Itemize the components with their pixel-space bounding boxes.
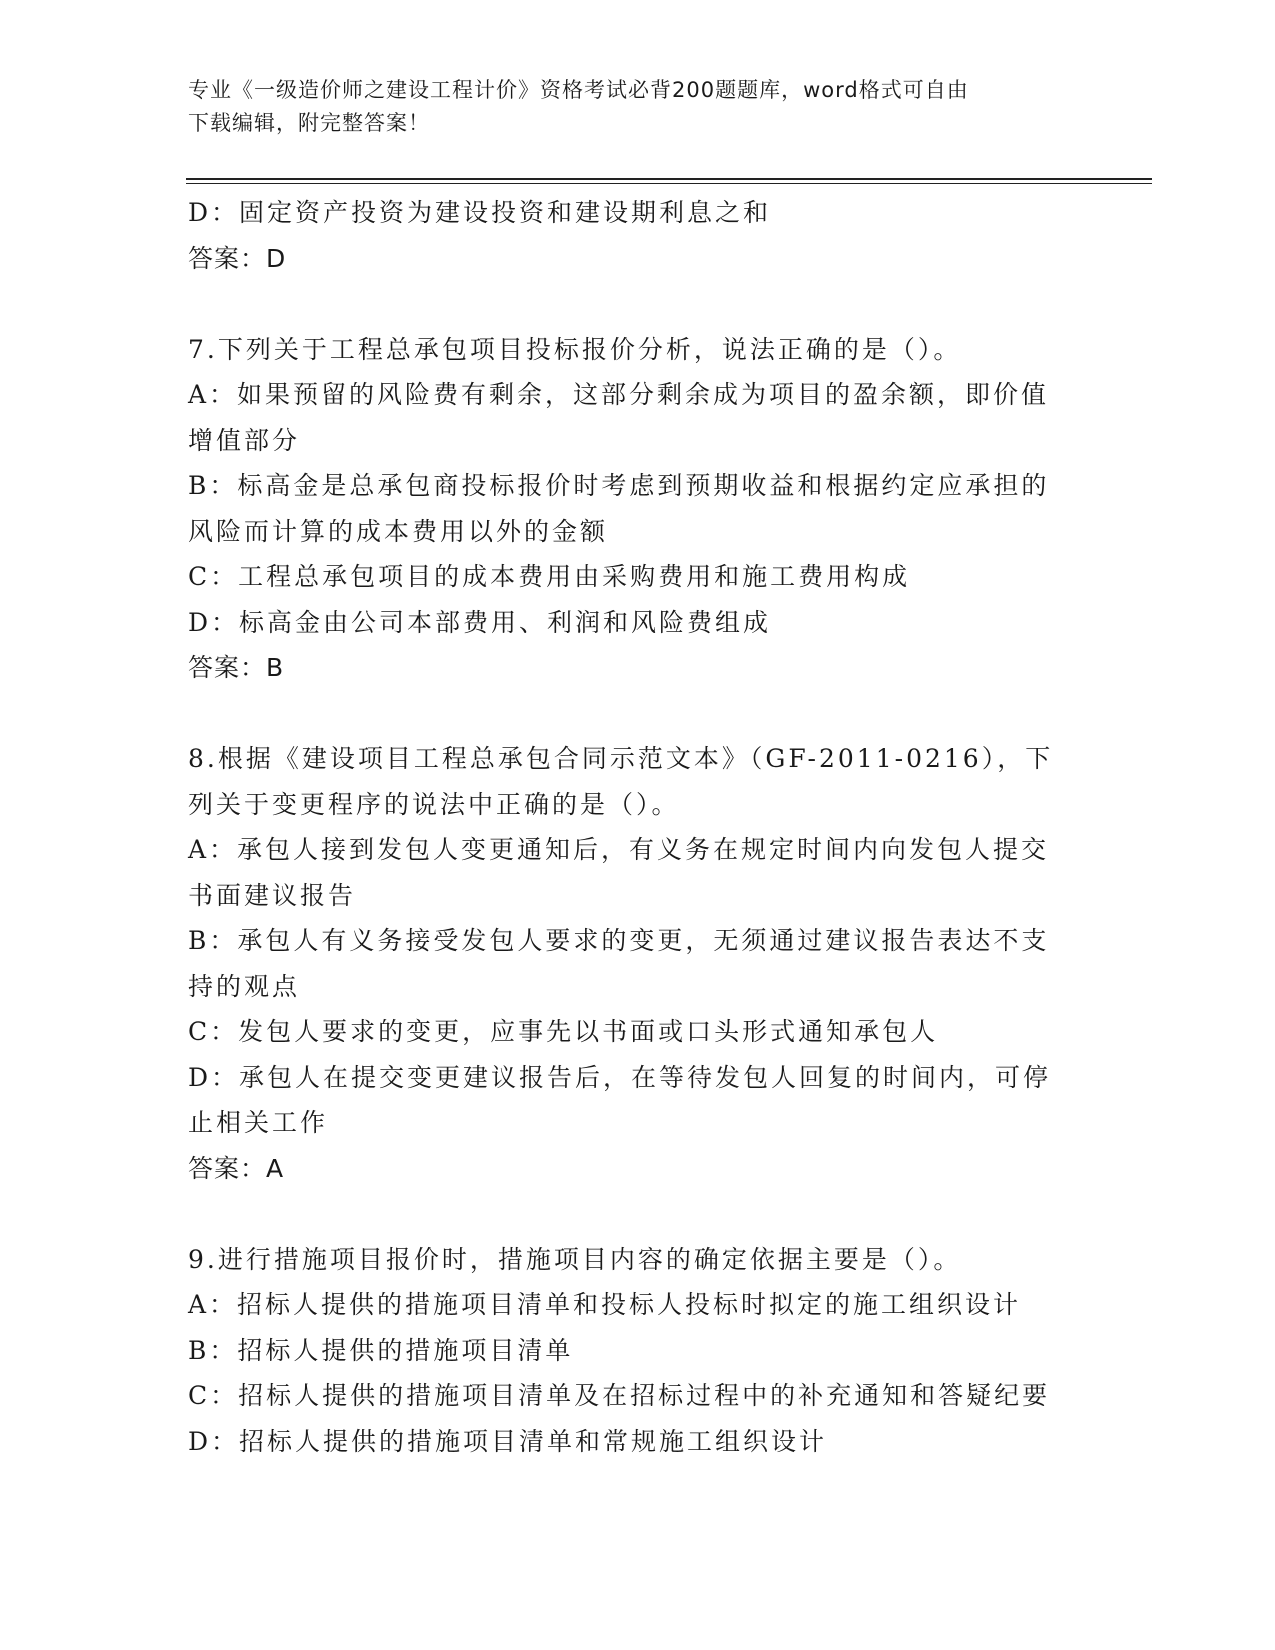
option-b: B：承包人有义务接受发包人要求的变更，无须通过建议报告表达不支 (188, 926, 1050, 955)
document-header (188, 74, 1068, 140)
question-list (188, 190, 1088, 1464)
option-a-continued: 增值部分 (188, 425, 301, 455)
option-c: C：工程总承包项目的成本费用由采购费用和施工费用构成 (188, 562, 911, 591)
question-stem: 7.下列关于工程总承包项目投标报价分析，说法正确的是（）。 (188, 334, 962, 364)
option-b-continued: 持的观点 (188, 971, 301, 1001)
previous-question (188, 190, 1088, 281)
question-8 (188, 736, 1088, 1191)
question-stem: 9.进行措施项目报价时，措施项目内容的确定依据主要是（）。 (188, 1244, 962, 1274)
spacer (188, 281, 1088, 327)
option-a: A：如果预留的风险费有剩余，这部分剩余成为项目的盈余额，即价值 (188, 380, 1050, 409)
option-a-continued: 书面建议报告 (188, 880, 357, 910)
header-line-1: 专业《一级造价师之建设工程计价》资格考试必背200题题库，word格式可自由 (188, 78, 969, 102)
option-d: D：承包人在提交变更建议报告后，在等待发包人回复的时间内，可停 (188, 1062, 1052, 1092)
answer: 答案：A (188, 1153, 285, 1183)
question-stem-continued: 列关于变更程序的说法中正确的是（）。 (188, 789, 680, 819)
question-7 (188, 327, 1088, 691)
option-a: A：招标人提供的措施项目清单和投标人投标时拟定的施工组织设计 (188, 1290, 1022, 1319)
option-c: C：发包人要求的变更，应事先以书面或口头形式通知承包人 (188, 1017, 939, 1046)
question-9 (188, 1237, 1088, 1465)
spacer (188, 691, 1088, 737)
header-rule-thick (186, 178, 1152, 180)
question-stem: 8.根据《建设项目工程总承包合同示范文本》（GF-2011-0216），下 (188, 744, 1054, 773)
answer: 答案：D (188, 243, 287, 273)
header-rule-thin (186, 183, 1152, 184)
option-b-continued: 风险而计算的成本费用以外的金额 (188, 516, 609, 546)
option-d: D：标高金由公司本部费用、利润和风险费组成 (188, 607, 772, 637)
option-b: B：标高金是总承包商投标报价时考虑到预期收益和根据约定应承担的 (188, 471, 1050, 500)
option-d: D：固定资产投资为建设投资和建设期利息之和 (188, 198, 772, 227)
answer: 答案：B (188, 653, 285, 682)
option-b: B：招标人提供的措施项目清单 (188, 1335, 574, 1365)
header-line-2: 下载编辑，附完整答案！ (188, 111, 430, 135)
option-d: D：招标人提供的措施项目清单和常规施工组织设计 (188, 1426, 828, 1456)
option-d-continued: 止相关工作 (188, 1108, 329, 1137)
spacer (188, 1191, 1088, 1237)
option-a: A：承包人接到发包人变更通知后，有义务在规定时间内向发包人提交 (188, 835, 1050, 864)
option-c: C：招标人提供的措施项目清单及在招标过程中的补充通知和答疑纪要 (188, 1381, 1051, 1410)
